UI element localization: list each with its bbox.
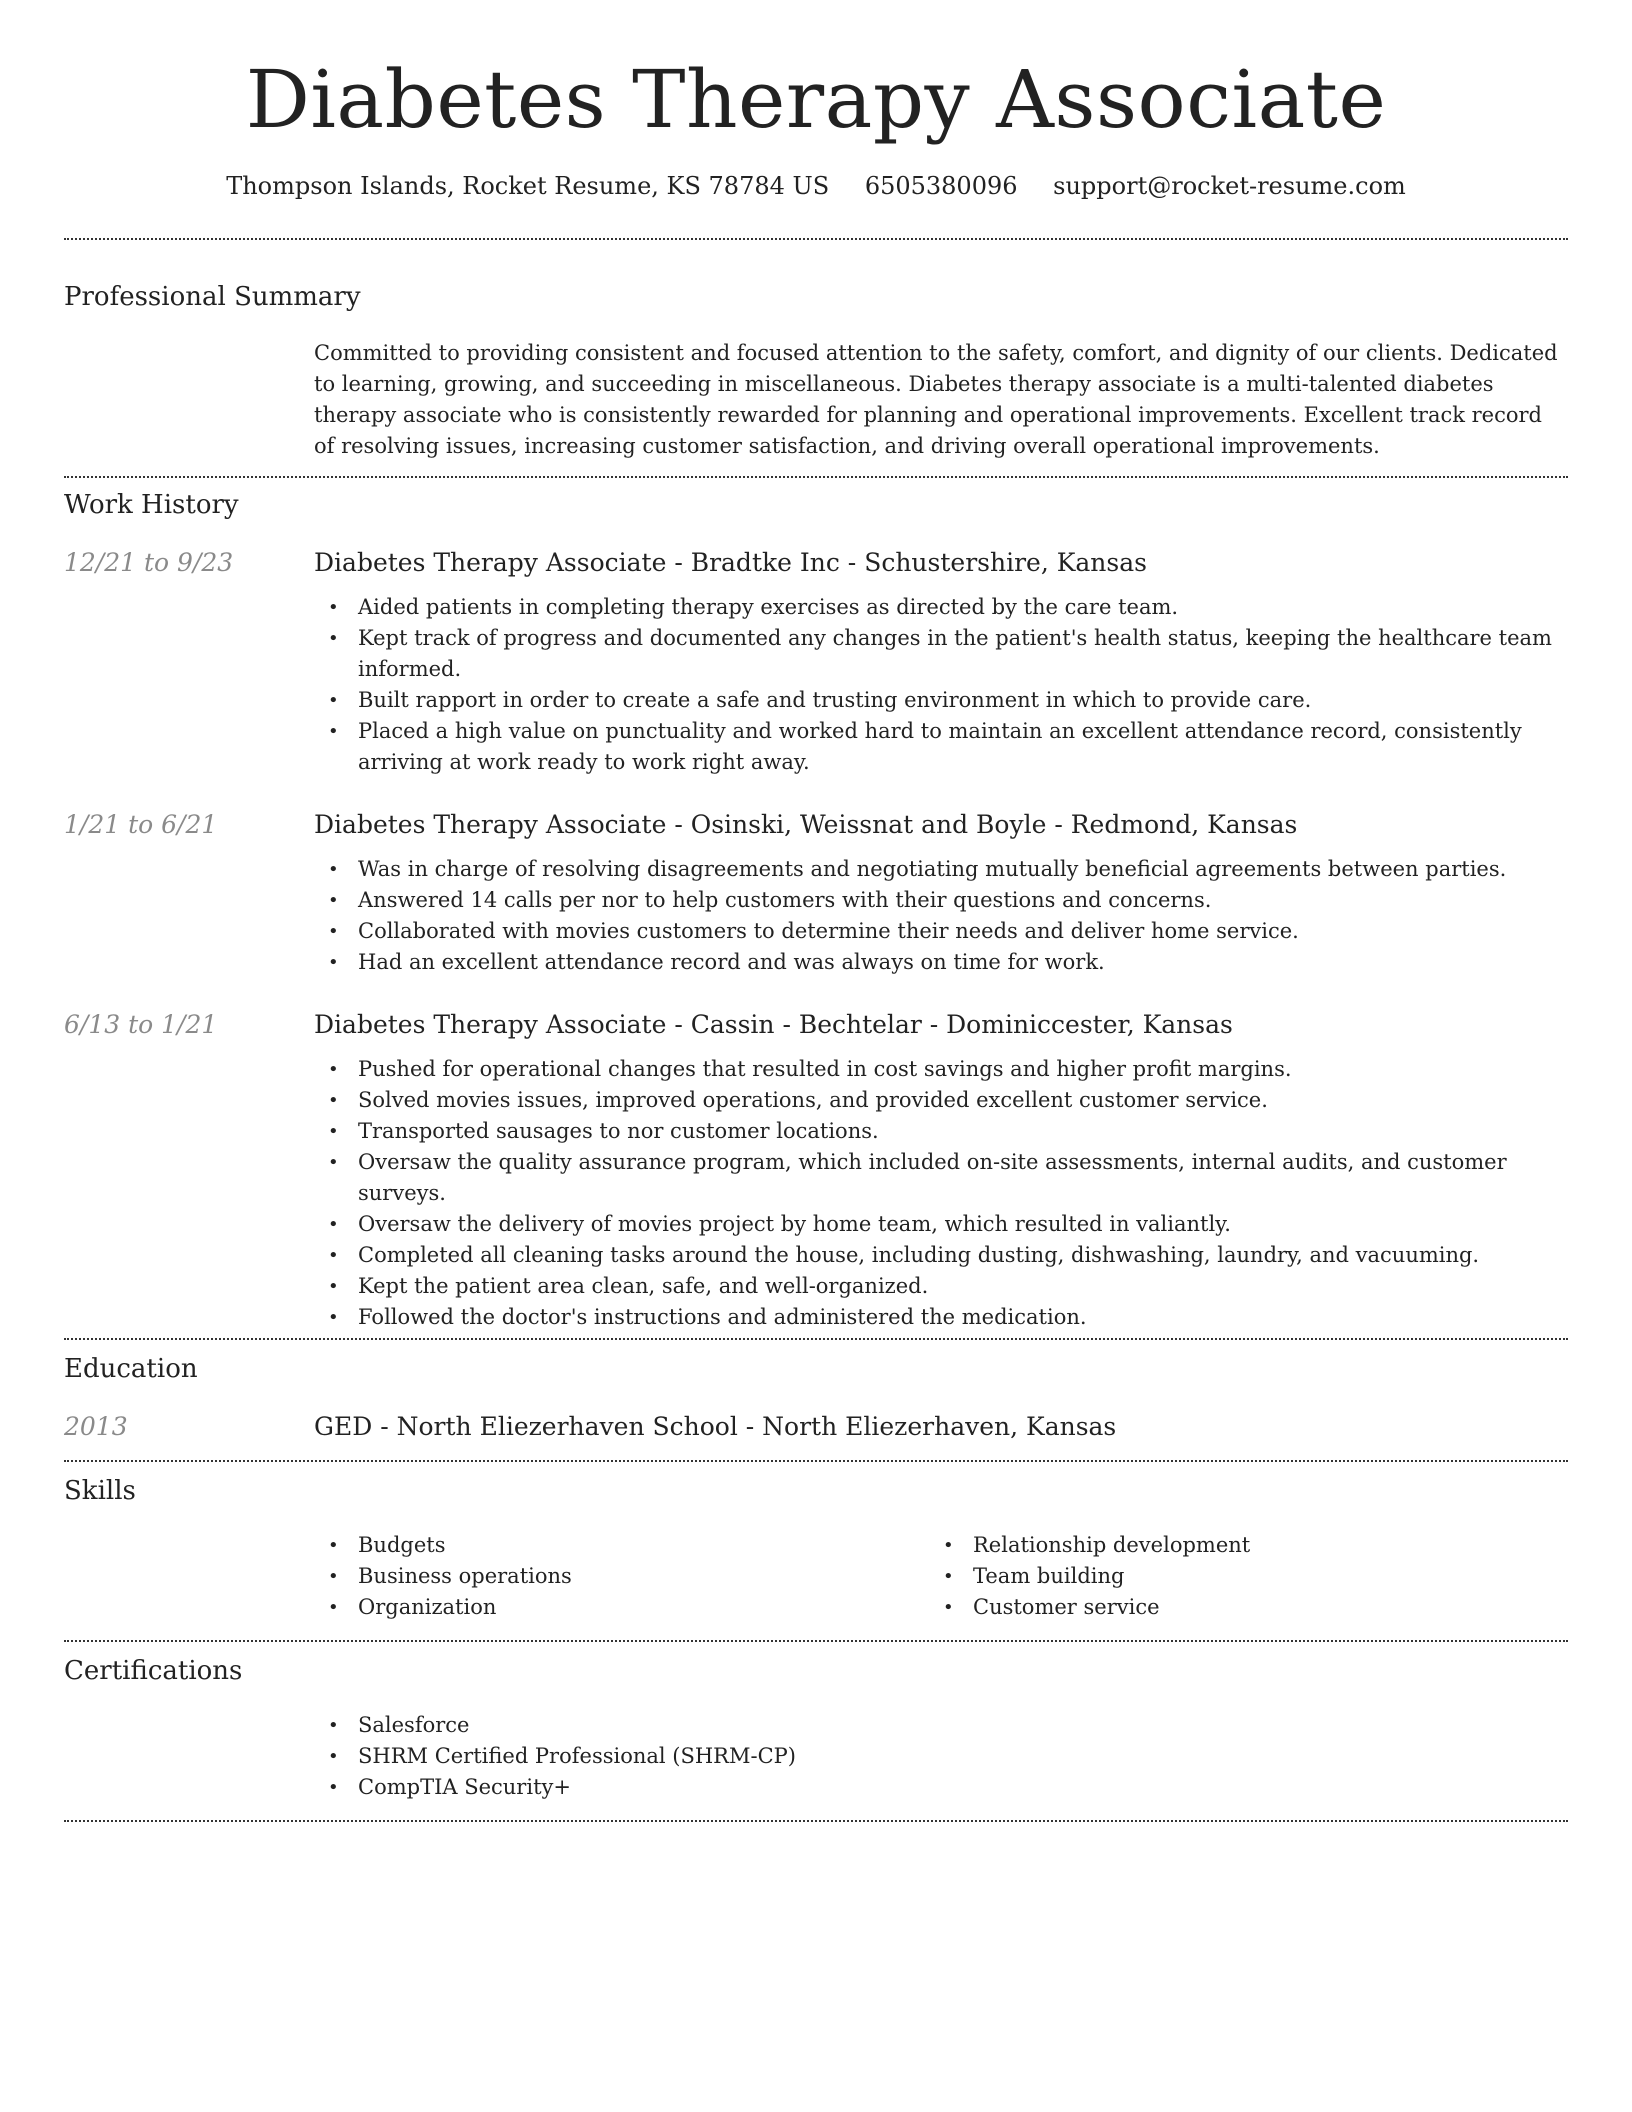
education-section: [64, 1352, 1568, 1444]
job-bullets: [314, 592, 1568, 778]
job-title: Diabetes Therapy Associate - Bradtke Inc - Schustershire, Kansas: [314, 548, 1147, 577]
list-item: • Collaborated with movies customers to determine their needs and deliver home service.: [314, 916, 1568, 947]
list-item: • Pushed for operational changes that resulted in cost savings and higher profit margins.: [314, 1054, 1568, 1085]
job-entry: [64, 1008, 1568, 1333]
list-item: • Oversaw the delivery of movies project by home team, which resulted in valiantly.: [314, 1209, 1568, 1240]
section-title-work-history: Work History: [64, 490, 239, 520]
list-item: • Organization: [314, 1592, 929, 1623]
job-bullets: [314, 1054, 1568, 1333]
job-entry: [64, 808, 1568, 978]
job-dates: 6/13 to 1/21: [64, 1010, 218, 1039]
divider: [64, 1460, 1568, 1462]
section-title-education: Education: [64, 1354, 198, 1384]
list-item: • Was in charge of resolving disagreements and negotiating mutually beneficial agreements between parties.: [314, 854, 1568, 885]
job-title: Diabetes Therapy Associate - Cassin - Bechtelar - Dominiccester, Kansas: [314, 1010, 1233, 1039]
section-title-summary: Professional Summary: [64, 282, 361, 312]
skills-section: [64, 1474, 1568, 1623]
skills-list-left: [314, 1530, 929, 1623]
list-item: • SHRM Certified Professional (SHRM-CP): [314, 1741, 1568, 1772]
list-item: • Placed a high value on punctuality and worked hard to maintain an excellent attendance record, consistently arriving at work ready to work right away.: [314, 716, 1568, 778]
job-bullets: [314, 854, 1568, 978]
education-entry: GED - North Eliezerhaven School - North Eliezerhaven, Kansas: [314, 1412, 1117, 1441]
job-dates: 12/21 to 9/23: [64, 548, 234, 577]
job-entry: [64, 546, 1568, 778]
divider: [64, 1338, 1568, 1340]
list-item: • Salesforce: [314, 1710, 1568, 1741]
section-title-skills: Skills: [64, 1476, 136, 1506]
contact-line: [64, 170, 1568, 202]
list-item: • Aided patients in completing therapy exercises as directed by the care team.: [314, 592, 1568, 623]
list-item: • Completed all cleaning tasks around the house, including dusting, dishwashing, laundry, and vacuuming.: [314, 1240, 1568, 1271]
list-item: • Answered 14 calls per nor to help customers with their questions and concerns.: [314, 885, 1568, 916]
list-item: • Oversaw the quality assurance program, which included on-site assessments, internal audits, and customer surveys.: [314, 1147, 1568, 1209]
candidate-name: Diabetes Therapy Associate: [245, 53, 1387, 146]
job-title: Diabetes Therapy Associate - Osinski, Weissnat and Boyle - Redmond, Kansas: [314, 810, 1298, 839]
education-year: 2013: [64, 1412, 128, 1441]
list-item: • Built rapport in order to create a safe and trusting environment in which to provide care.: [314, 685, 1568, 716]
list-item: • Followed the doctor's instructions and administered the medication.: [314, 1302, 1568, 1333]
resume-page: [64, 0, 1568, 1799]
list-item: • Transported sausages to nor customer locations.: [314, 1116, 1568, 1147]
certifications-list: [314, 1710, 1568, 1803]
divider: [64, 476, 1568, 478]
contact-address: Thompson Islands, Rocket Resume, KS 78784 US: [226, 172, 830, 200]
certifications-section: [64, 1654, 1568, 1803]
divider: [64, 1820, 1568, 1822]
section-title-certifications: Certifications: [64, 1656, 243, 1686]
divider: [64, 238, 1568, 240]
contact-email: support@rocket-resume.com: [1053, 172, 1406, 200]
divider: [64, 1640, 1568, 1642]
work-history-section: [64, 488, 1568, 1333]
list-item: • Business operations: [314, 1561, 929, 1592]
list-item: • Relationship development: [929, 1530, 1544, 1561]
summary-text: Committed to providing consistent and focused attention to the safety, comfort, and dignity of our clients. Dedicated to learning, growing, and succeeding in miscellaneous. Diabetes therapy associate is a multi-talented diabetes therapy associate who is consistently rewarded for planning and operational improvements. Excellent track record of resolving issues, increasing customer satisfaction, and driving overall operational improvements.: [314, 341, 1558, 458]
skills-list-right: [929, 1530, 1544, 1623]
list-item: • CompTIA Security+: [314, 1772, 1568, 1803]
contact-phone: 6505380096: [864, 172, 1018, 200]
list-item: • Kept track of progress and documented any changes in the patient's health status, keeping the healthcare team informed.: [314, 623, 1568, 685]
list-item: • Kept the patient area clean, safe, and well-organized.: [314, 1271, 1568, 1302]
list-item: • Team building: [929, 1561, 1544, 1592]
list-item: • Customer service: [929, 1592, 1544, 1623]
job-dates: 1/21 to 6/21: [64, 810, 218, 839]
list-item: • Solved movies issues, improved operations, and provided excellent customer service.: [314, 1085, 1568, 1116]
summary-section: [64, 280, 1568, 462]
list-item: • Had an excellent attendance record and was always on time for work.: [314, 947, 1568, 978]
list-item: • Budgets: [314, 1530, 929, 1561]
